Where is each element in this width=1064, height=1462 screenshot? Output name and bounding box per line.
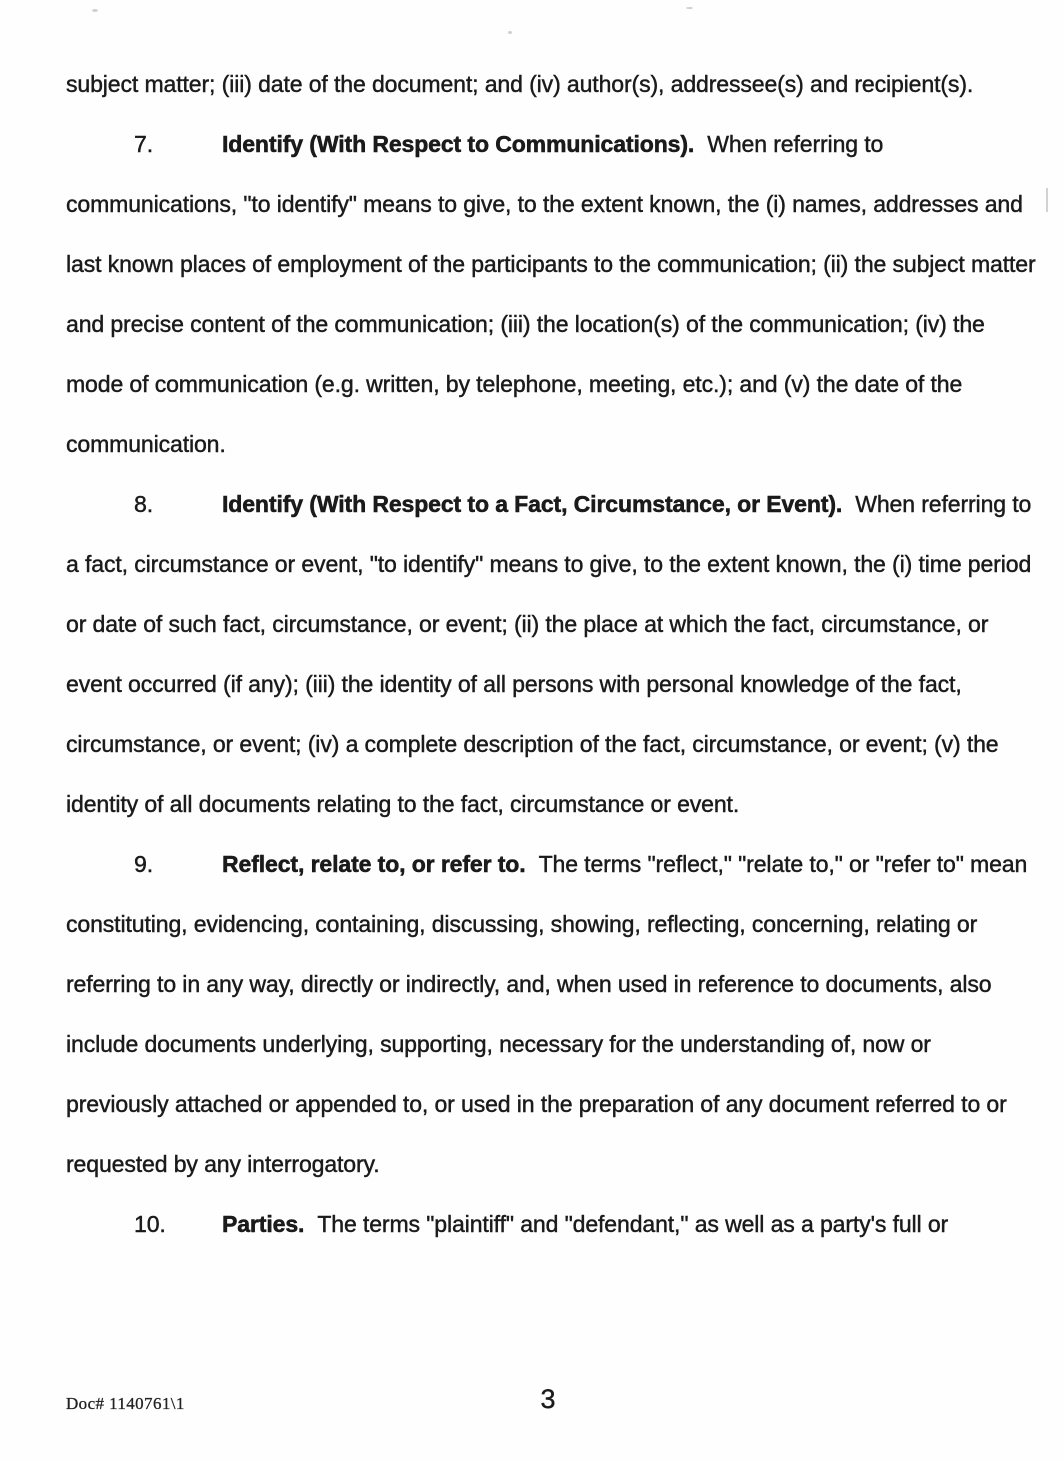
paragraph-number: 7. — [134, 131, 153, 157]
continuation-paragraph — [66, 54, 1039, 114]
paragraph-body: When referring to communications, "to identify" means to give, to the extent known, the (i) names, addresses and last known places of employment of the participants to the communication; (ii) the subject matter and precise content of the communication; (iii) the location(s) of the communication; (iv) the mode of communication (e.g. written, by telephone, meeting, etc.); and (v) the date of the communication. — [66, 131, 1036, 457]
paragraph-heading: Parties. — [222, 1211, 305, 1237]
continuation-text: subject matter; (iii) date of the document; and (iv) author(s), addressee(s) and recipient(s). — [66, 71, 974, 97]
paragraph-10 — [66, 1194, 1039, 1254]
paragraph-body: The terms "plaintiff" and "defendant," as well as a party's full or — [317, 1211, 949, 1237]
paragraph-heading: Identify (With Respect to Communications). — [222, 131, 695, 157]
paragraph-9 — [66, 834, 1039, 1194]
page-number: 3 — [540, 1384, 556, 1414]
scan-artifact — [1046, 188, 1048, 212]
paragraph-number: 10. — [134, 1211, 166, 1237]
paragraph-body: The terms "reflect," "relate to," or "refer to" mean constituting, evidencing, containing, discussing, showing, reflecting, concerning, relating or referring to in any way, directly or indirectly, and, when used in reference to documents, also include documents underlying, supporting, necessary for the understanding of, now or previously attached or appended to, or used in the preparation of any document referred to or requested by any interrogatory. — [66, 851, 1028, 1177]
paragraph-7 — [66, 114, 1039, 474]
paragraph-heading: Identify (With Respect to a Fact, Circumstance, or Event). — [222, 491, 843, 517]
paragraph-8 — [66, 474, 1039, 834]
paragraph-number: 9. — [134, 851, 153, 877]
paragraph-body: When referring to a fact, circumstance or event, "to identify" means to give, to the extent known, the (i) time period or date of such fact, circumstance, or event; (ii) the place at which the fact, circumstance, or event occurred (if any); (iii) the identity of all persons with personal knowledge of the fact, circumstance, or event; (iv) a complete description of the fact, circumstance, or event; (v) the identity of all documents relating to the fact, circumstance or event. — [66, 491, 1032, 817]
document-body — [66, 54, 1039, 1254]
paragraph-number: 8. — [134, 491, 153, 517]
scan-artifact — [92, 9, 98, 12]
scan-artifact — [508, 31, 512, 34]
footer-doc-number: Doc# 1140761\1 — [66, 1394, 185, 1413]
paragraph-heading: Reflect, relate to, or refer to. — [222, 851, 526, 877]
scan-artifact — [686, 7, 693, 9]
